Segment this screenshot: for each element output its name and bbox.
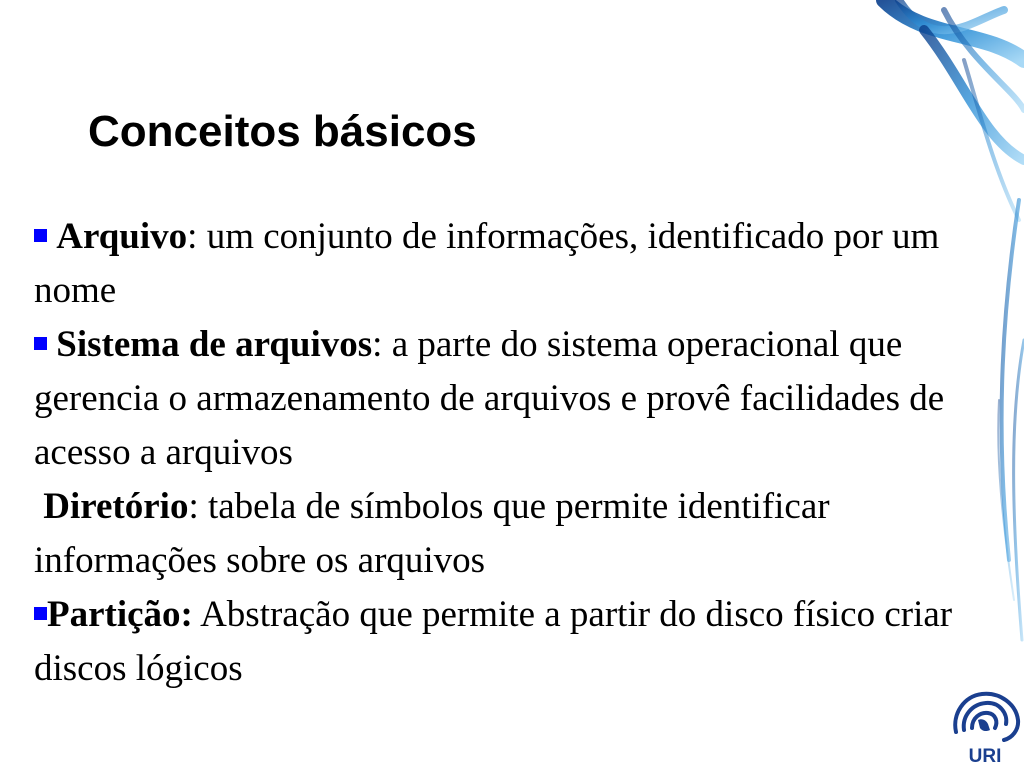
term-colon: : bbox=[372, 324, 383, 365]
square-bullet-icon bbox=[34, 229, 47, 242]
definitions-list bbox=[34, 210, 1019, 696]
term-arquivo: Arquivo bbox=[56, 216, 188, 257]
list-item-sistema-de-arquivos bbox=[34, 318, 1019, 480]
list-item-arquivo bbox=[34, 210, 1019, 318]
slide-title: Conceitos básicos bbox=[88, 107, 477, 156]
term-colon: : bbox=[187, 216, 198, 257]
svg-text:URI: URI bbox=[968, 746, 1002, 766]
definition-particao: Abstração que permite a partir do disco físico criar discos lógicos bbox=[34, 594, 953, 689]
list-item-diretorio bbox=[34, 480, 1019, 588]
square-bullet-icon bbox=[34, 607, 47, 620]
term-particao: Partição: bbox=[47, 594, 193, 635]
definition-sistema-de-arquivos: a parte do sistema operacional que gerencia o armazenamento de arquivos e provê facilidades de acesso a arquivos bbox=[34, 324, 945, 473]
term-sistema-de-arquivos: Sistema de arquivos bbox=[56, 324, 373, 365]
list-item-particao bbox=[34, 588, 1019, 696]
term-diretorio: Diretório bbox=[43, 486, 189, 527]
definition-arquivo: um conjunto de informações, identificado por um nome bbox=[34, 216, 940, 311]
uri-logo-icon bbox=[948, 686, 1022, 766]
square-bullet-icon bbox=[34, 337, 47, 350]
definition-diretorio: tabela de símbolos que permite identificar informações sobre os arquivos bbox=[34, 486, 830, 581]
term-colon: : bbox=[188, 486, 199, 527]
